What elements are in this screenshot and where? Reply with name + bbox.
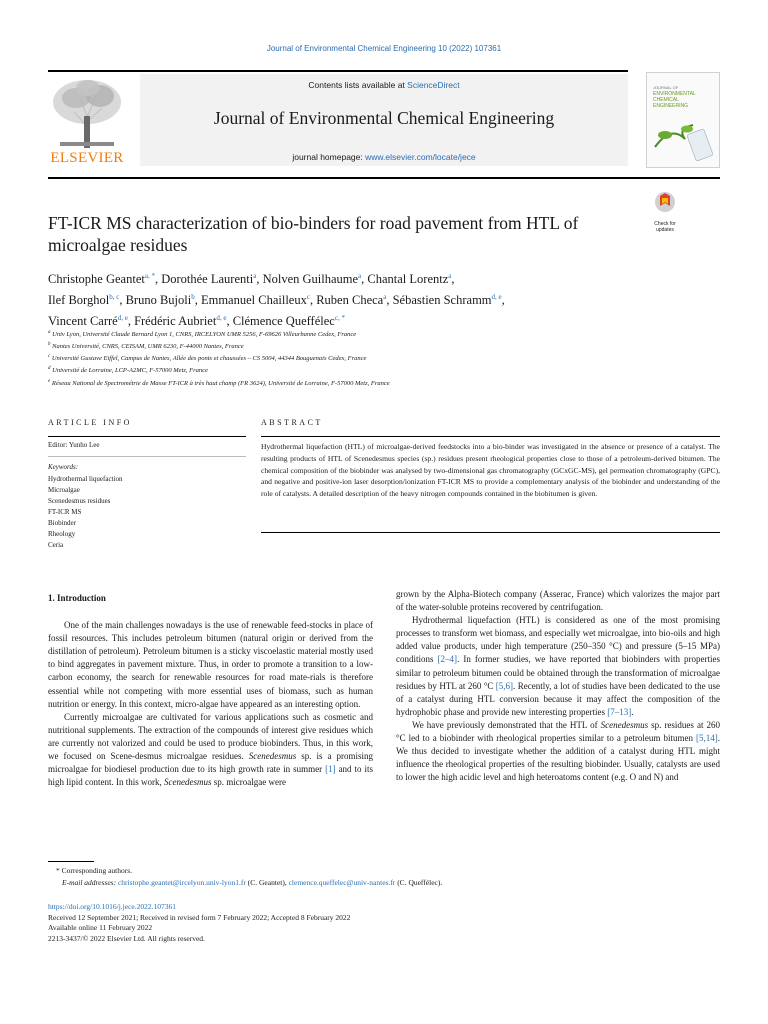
affiliation xyxy=(48,340,708,352)
article-info-label: ARTICLE INFO xyxy=(48,418,132,427)
sciencedirect-link[interactable]: ScienceDirect xyxy=(407,80,460,90)
affiliation-text: Univ Lyon, Université Claude Bernard Lyon 1, CNRS, IRCELYON UMR 5256, F-69626 Villeurbanne Cedex, France xyxy=(52,331,357,339)
text-run: Hydrothermal liquefaction (HTL) is considered as one of the most promising processes to transform wet biomass, and especially wet microalgae, into bio-oils and high added value products, under high temperature (250–350 °C) and pressure (5–15 MPa) conditions xyxy=(396,615,720,665)
copyright-line: 2213-3437/© 2022 Elsevier Ltd. All rights reserved. xyxy=(48,933,205,943)
author-name: Ilef Borghol xyxy=(48,293,110,308)
author[interactable] xyxy=(126,293,195,307)
cover-title-line: ENGINEERING xyxy=(653,103,689,109)
citation-link[interactable]: [7–13] xyxy=(607,706,632,717)
author-name: Bruno Bujoli xyxy=(125,293,192,308)
publication-info xyxy=(48,902,720,944)
author-name: Nolven Guilhaume xyxy=(262,272,359,287)
citation-link[interactable]: [1] xyxy=(325,764,336,775)
homepage-line xyxy=(140,152,628,162)
author-affiliation-marker[interactable]: a, * xyxy=(144,272,155,280)
text-run: We have previously demonstrated that the HTL of xyxy=(412,719,601,730)
keyword: Hydrothermal liquefaction xyxy=(48,475,123,483)
abstract-rule xyxy=(261,436,720,437)
author-name: Frédéric Aubriet xyxy=(134,314,217,329)
keyword: Biobinder xyxy=(48,519,76,527)
affiliation xyxy=(48,328,708,340)
cover-title-line: JOURNAL OF xyxy=(653,85,679,90)
affiliation-text: Nantes Université, CNRS, CEISAM, UMR 6230, F-44000 Nantes, France xyxy=(52,343,244,351)
text-run: sp. residues at 260 °C led to a biobinder with rheological properties similar to a petroleum bitumen xyxy=(396,719,720,744)
keywords-label: Keywords: xyxy=(48,463,79,471)
author[interactable] xyxy=(48,314,128,328)
paragraph: One of the main challenges nowadays is the use of renewable feed-stocks in place of fossil resources. This includes petroleum bitumen (natural origin or derived from the distillation of petroleum). Petroleum bitumen is a sticky viscoelastic material mostly used to bind aggregates in pavement mixture. Thus, in order to promote a transition to a low-carbon economy, the search for renewable resources for road mate-rials is therefore essential while not competing with more essential uses of biomass, such as human nutrition or energy. In this context, micro-algae have appeared as an interesting option. xyxy=(48,620,373,709)
email-owner: (C. Geantet), xyxy=(245,878,289,887)
article-title: FT-ICR MS characterization of bio-binders for road pavement from HTL of microalgae residues xyxy=(48,213,579,255)
author-affiliation-marker[interactable]: d, e xyxy=(491,293,502,302)
keyword: Ceria xyxy=(48,541,64,549)
author[interactable] xyxy=(233,314,345,328)
cover-plant-image-icon xyxy=(647,73,721,169)
abstract-text: Hydrothermal liquefaction (HTL) of microalgae-derived feedstocks into a bio-binder was investigated in the absence or presence of a catalyst. The resulting products of HTL of Scenedesmus species (sp.) residues present rheological properties close to those of a petroleum-derived bitumen. The chemical composition of the biobinder was analysed by two-dimensional gas chromatography (GCxGC-MS), gel permeation chromatography (GPC), and negative and positive-ion laser desorption/ionization FT-ICR MS to provide a complementary analysis of the biobinder and understanding of the role of catalysts. A detailed description of the heavy nitrogen compounds contained in the biobitumen is given. xyxy=(261,442,720,499)
section-heading-introduction: 1. Introduction xyxy=(48,593,106,603)
header-top-rule xyxy=(48,70,628,72)
text-run: . xyxy=(631,706,634,717)
author-list: Christophe Geantet$^{a, *}$, Dorothée Laurenti$^a$, Nolven Guilhaume$^a$, Chantal Lorentz$^a$, Ilef Borghol$^{b, c}$, Bruno Bujoli$^b$, Emmanuel Chailleux$^c$, Ruben Checa$^a$, Sébastien Schramm$^{d, e}$, Vincent Carré$^{d, e}$, Frédéric Aubriet$^{d, e}$, Clémence Queffélec$^{c, *}$ xyxy=(48,272,505,329)
author-name: Clémence Queffélec xyxy=(232,314,335,329)
species-name: Scenedesmus xyxy=(600,719,649,730)
text-run: sp. microalgae were xyxy=(211,777,286,788)
keyword: Microalgae xyxy=(48,486,80,494)
author-affiliation-marker[interactable]: d, e xyxy=(216,314,227,323)
author-affiliation-marker[interactable]: a xyxy=(383,293,387,302)
paragraph xyxy=(48,711,373,790)
text-run: . Recently, a lot of studies have been dedicated to the use of a catalyst during HTL conversion because it may affect the composition of the hydrophobic phase and provide new interesting properties xyxy=(396,680,720,717)
abstract-label: ABSTRACT xyxy=(261,418,323,427)
author-name: Christophe Geantet xyxy=(48,272,145,287)
text-run: Currently microalgae are cultivated for various applications such as cosmetic and nutritional supplements. The extraction of the compounds of interest give residues which are currently not valorized and could be used to produce biobinders. Thus, in this work, we focused on Scene-desmus microalgae residues. xyxy=(48,711,373,762)
cover-title-line: CHEMICAL xyxy=(653,97,679,103)
author[interactable] xyxy=(263,272,362,286)
email-label: E-mail addresses: xyxy=(62,878,118,887)
doi-link[interactable]: https://doi.org/10.1016/j.jece.2022.107361 xyxy=(48,902,176,911)
keyword-list xyxy=(48,474,122,551)
footnotes xyxy=(48,865,720,889)
homepage-link[interactable]: www.elsevier.com/locate/jece xyxy=(365,152,476,162)
cover-title-line: ENVIRONMENTAL xyxy=(653,91,696,97)
email-owner: (C. Queffélec). xyxy=(395,878,443,887)
affiliation-marker: a xyxy=(48,330,51,335)
contents-line xyxy=(140,80,628,90)
author-affiliation-marker[interactable]: b xyxy=(191,293,195,302)
journal-title: Journal of Environmental Chemical Engineering xyxy=(213,108,555,128)
author-name: Emmanuel Chailleux xyxy=(200,293,307,308)
author-affiliation-marker[interactable]: b, c xyxy=(109,293,120,302)
affiliation-text: Université de Lorraine, LCP-A2MC, F-57000 Metz, France xyxy=(52,367,208,375)
author[interactable] xyxy=(134,314,226,328)
keyword: Scenedesmus residues xyxy=(48,497,111,505)
article-info-rule xyxy=(48,436,246,437)
text-run: and to its high lipid content. In this work, xyxy=(48,764,374,788)
text-run: . In former studies, we have reported that biobinders with properties similar to petroleum bitumen could be obtained through the transformation of microalgae residues by HTL at 260 °C xyxy=(396,654,721,691)
paragraph xyxy=(396,614,720,719)
contents-prefix: Contents lists available at xyxy=(308,80,408,90)
editor-line: Editor: Yunho Lee xyxy=(48,441,100,449)
footnote-rule xyxy=(48,861,94,862)
author-affiliation-marker[interactable]: c, * xyxy=(334,314,345,323)
author[interactable] xyxy=(367,272,451,286)
affiliation-marker: c xyxy=(48,354,51,360)
homepage-prefix: journal homepage: xyxy=(292,152,366,162)
species-name: Scenedesmus xyxy=(248,751,297,762)
text-run: . We thus decided to investigate whether the addition of a catalyst during HTL might influence the rheological properties of the resulting biobinder. Usually, catalysts are used to lower the high acidic level and high heteroatoms content (e.g. O and N) and xyxy=(396,733,720,783)
author[interactable] xyxy=(48,272,155,286)
species-name: Scenedesmus xyxy=(164,777,212,788)
text-run: sp. is a promising microalgae for biodiesel production due to its high growth rate in summer xyxy=(48,751,373,775)
keyword: FT-ICR MS xyxy=(48,508,82,516)
body-column-right xyxy=(396,588,720,784)
header-bottom-rule xyxy=(48,177,720,179)
affiliation xyxy=(48,377,708,389)
author[interactable] xyxy=(48,293,119,307)
body-column-left xyxy=(48,592,373,789)
author-affiliation-marker[interactable]: a xyxy=(253,272,257,280)
author-affiliation-marker[interactable]: c xyxy=(306,293,310,302)
author-affiliation-marker[interactable]: a xyxy=(358,272,362,280)
author-affiliation-marker[interactable]: a xyxy=(448,272,452,280)
citation-link[interactable]: [2–4] xyxy=(437,654,458,665)
paragraph: grown by the Alpha-Biotech company (Asserac, France) which valorizes the major part of the water-soluble proteins recovered by centrifugation. xyxy=(396,589,720,613)
author[interactable] xyxy=(161,272,256,286)
author[interactable] xyxy=(316,293,386,307)
author-name: Chantal Lorentz xyxy=(367,272,449,287)
available-online-date: Available online 11 February 2022 xyxy=(48,923,153,932)
received-dates: Received 12 September 2021; Received in revised form 7 February 2022; Accepted 8 February 2022 xyxy=(48,912,351,922)
journal-reference[interactable]: Journal of Environmental Chemical Engineering 10 (2022) 107361 xyxy=(266,44,502,53)
author-name: Sébastien Schramm xyxy=(392,293,492,308)
check-for-updates-label: updates xyxy=(656,227,674,233)
author[interactable] xyxy=(393,293,502,307)
affiliation xyxy=(48,352,708,364)
publisher-logo-text: ELSEVIER xyxy=(50,150,124,166)
keyword: Rheology xyxy=(48,530,76,538)
affiliation-marker: e xyxy=(48,378,51,384)
affiliation-text: Réseau National de Spectrométrie de Masse FT-ICR à très haut champ (FR 3624), Université de Lorraine, F-57000 Metz, France xyxy=(51,379,390,387)
email-line xyxy=(48,877,720,889)
check-for-updates-badge[interactable] xyxy=(650,190,680,233)
paragraph xyxy=(396,719,720,784)
author-name: Dorothée Laurenti xyxy=(161,272,254,287)
article-info-divider xyxy=(48,456,246,457)
citation-link[interactable]: [5,6] xyxy=(495,680,514,691)
check-for-updates-icon xyxy=(650,190,680,216)
check-for-updates-label: Check for xyxy=(654,221,676,227)
elsevier-tree-logo-icon xyxy=(46,76,128,150)
affiliation-list xyxy=(48,328,708,389)
author[interactable] xyxy=(201,293,310,307)
journal-cover-thumbnail[interactable] xyxy=(646,72,720,168)
email-link-geantet[interactable]: christophe.geantet@ircelyon.univ-lyon1.fr xyxy=(117,878,246,887)
affiliation-marker: d xyxy=(48,366,51,372)
corresponding-authors-note: * Corresponding authors. xyxy=(56,866,133,875)
citation-link[interactable]: [5,14] xyxy=(696,733,718,744)
affiliation-marker: b xyxy=(48,342,51,348)
affiliation xyxy=(48,364,708,376)
affiliation-text: Université Gustave Eiffel, Campus de Nantes, Allée des ponts et chaussées – CS 5004, 44344 Bouguenais Cedex, France xyxy=(51,355,367,363)
author-name: Ruben Checa xyxy=(316,293,384,308)
email-link-queffelec[interactable]: clemence.queffelec@univ-nantes.fr xyxy=(288,878,396,887)
author-name: Vincent Carré xyxy=(48,314,118,329)
abstract-bottom-rule xyxy=(261,532,720,533)
author-affiliation-marker[interactable]: d, e xyxy=(117,314,128,323)
